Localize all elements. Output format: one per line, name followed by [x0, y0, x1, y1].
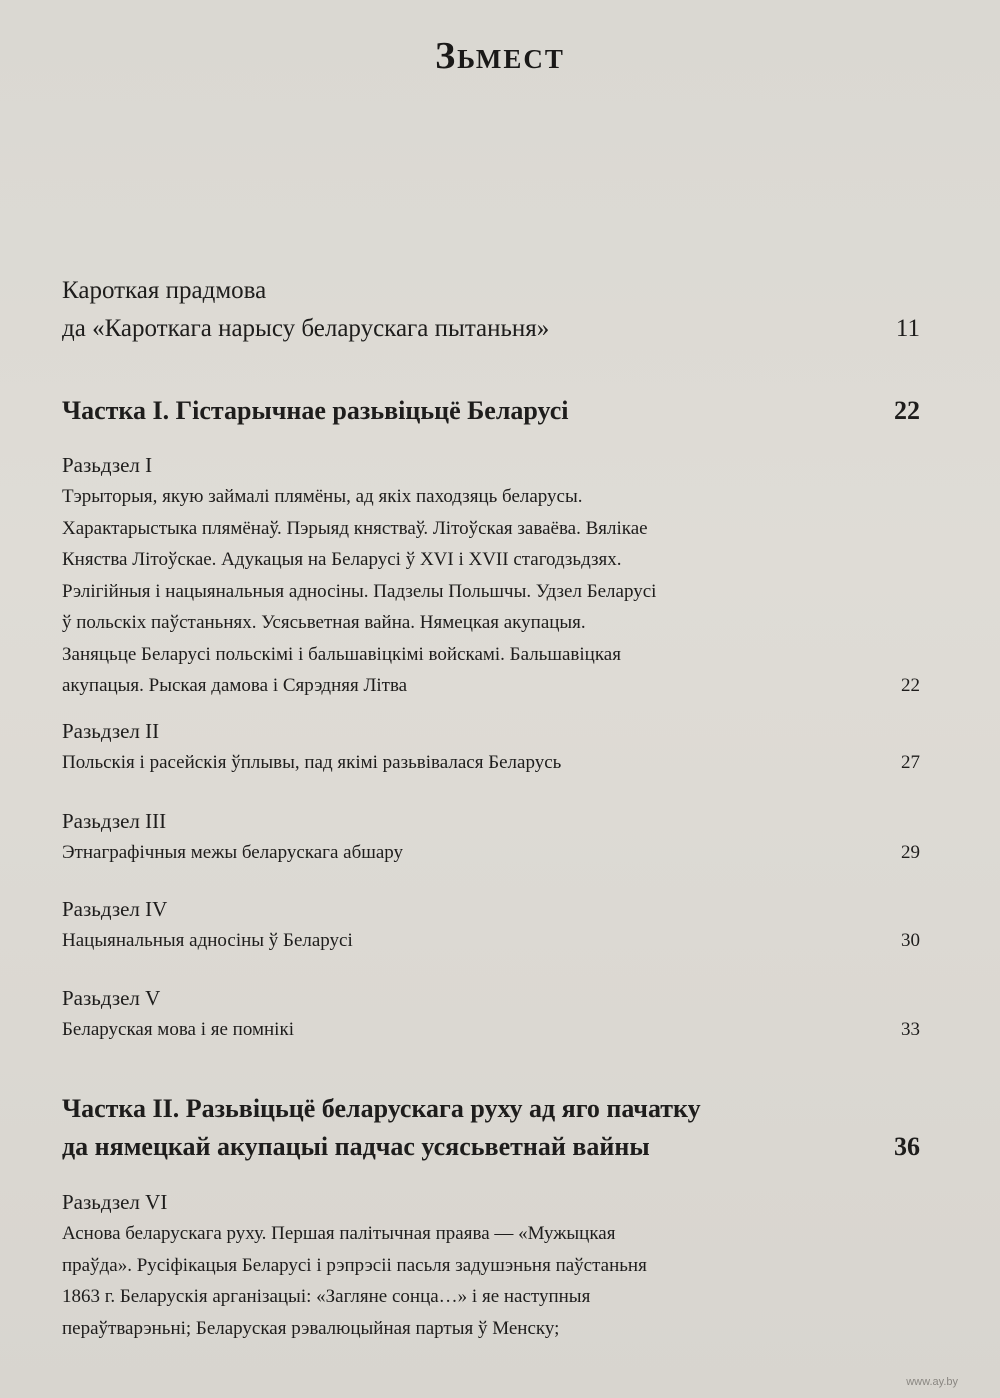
section-heading: Разьдзел VI — [62, 1190, 168, 1214]
toc-entry-line: Кароткая прадмова — [62, 277, 267, 304]
section-line — [62, 1014, 920, 1046]
section-heading: Разьдзел V — [62, 986, 161, 1010]
section-line — [62, 747, 920, 779]
toc-section-4 — [62, 893, 920, 957]
section-body — [62, 1014, 920, 1046]
toc-entry-line — [62, 310, 920, 348]
section-line-text: акупацыя. Рыская дамова і Сярэдняя Літва — [62, 675, 408, 696]
page-number: 33 — [901, 1019, 920, 1040]
toc-entry-line — [62, 1128, 920, 1166]
toc-section-3 — [62, 805, 920, 869]
watermark: www.ay.by — [906, 1376, 958, 1388]
toc-part-2 — [62, 1090, 920, 1166]
section-heading: Разьдзел I — [62, 453, 153, 477]
page-number: 29 — [901, 842, 920, 863]
page-number: 30 — [901, 930, 920, 951]
section-line: Аснова беларускага руху. Першая палітычная праява — «Мужыцкая — [62, 1223, 616, 1244]
section-heading: Разьдзел III — [62, 809, 167, 833]
toc-entry-intro — [62, 272, 920, 348]
part-title-line: да нямецкай акупацыі падчас усясьветнай вайны — [62, 1132, 650, 1161]
page-number: 27 — [901, 752, 920, 773]
page-number: 22 — [894, 396, 920, 425]
part-title-line: Частка ІІ. Разьвіцьцё беларускага руху ад яго пачатку — [62, 1094, 701, 1123]
toc-part-1 — [62, 392, 920, 430]
section-line-text: Этнаграфічныя межы беларускага абшару — [62, 842, 404, 863]
section-line: Заняцьце Беларусі польскімі і бальшавіцкімі войскамі. Бальшавіцкая — [62, 643, 621, 665]
section-heading: Разьдзел II — [62, 719, 160, 743]
page-number: 11 — [895, 315, 920, 342]
page-title: Зьмест — [435, 35, 565, 77]
section-body — [62, 925, 920, 957]
toc-section-6 — [62, 1186, 920, 1344]
toc-entry-line — [62, 392, 920, 430]
section-line: праўда». Русіфікацыя Беларусі і рэпрэсіі пасьля задушэньня паўстаньня — [62, 1254, 647, 1276]
toc-section-1 — [62, 449, 920, 702]
section-line: Характарыстыка плямёнаў. Пэрыяд княстваў. Літоўская заваёва. Вялікае — [62, 517, 648, 539]
section-body — [62, 747, 920, 779]
section-line-text: Польскія і расейскія ўплывы, пад якімі разьвівалася Беларусь — [62, 752, 562, 773]
section-line — [62, 670, 920, 702]
section-line — [62, 925, 920, 957]
toc-section-5 — [62, 982, 920, 1046]
toc-entry-text: да «Кароткага нарысу беларускага пытаньня» — [62, 315, 550, 342]
section-heading: Разьдзел IV — [62, 897, 168, 921]
section-body — [62, 481, 920, 702]
section-line — [62, 837, 920, 869]
section-body — [62, 1218, 920, 1344]
part-title: Частка І. Гістарычнае разьвіцьцё Беларусі — [62, 396, 569, 425]
section-line: 1863 г. Беларускія арганізацыі: «Загляне сонца…» і яе наступныя — [62, 1286, 591, 1307]
section-line: Тэрыторыя, якую займалі плямёны, ад якіх паходзяць беларусы. — [62, 486, 583, 507]
page-number: 22 — [901, 675, 920, 696]
toc-section-2 — [62, 715, 920, 779]
section-body — [62, 837, 920, 869]
section-line: пераўтварэньні; Беларуская рэвалюцыйная партыя ў Менску; — [62, 1317, 560, 1339]
section-line: Рэлігійныя і нацыянальныя адносіны. Падзелы Польшчы. Удзел Беларусі — [62, 580, 657, 602]
section-line-text: Беларуская мова і яе помнікі — [62, 1019, 294, 1040]
section-line-text: Нацыянальныя адносіны ў Беларусі — [62, 930, 353, 951]
section-line: ў польскіх паўстаньнях. Усясьветная вайна. Нямецкая акупацыя. — [62, 612, 586, 633]
page-number: 36 — [894, 1132, 920, 1161]
section-line: Княства Літоўскае. Адукацыя на Беларусі ў XVI і XVII стагодзьдзях. — [62, 549, 622, 570]
